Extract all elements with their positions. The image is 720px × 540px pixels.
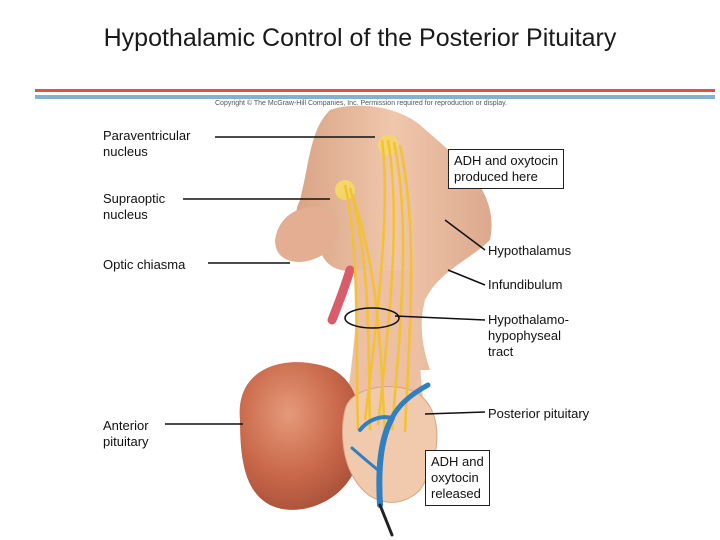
label-hypothalamus: Hypothalamus <box>488 243 572 258</box>
label-infundibulum: Infundibulum <box>488 277 563 292</box>
label-hypothalamo-hypophyseal-tract: Hypothalamo- hypophyseal tract <box>488 312 569 359</box>
slide-title: Hypothalamic Control of the Posterior Pituitary <box>103 24 617 52</box>
artery <box>332 270 350 320</box>
label-adh-released: ADH and oxytocin released <box>425 450 490 506</box>
label-optic-chiasma: Optic chiasma <box>103 257 186 272</box>
label-adh-produced: ADH and oxytocin produced here <box>448 149 564 189</box>
label-supraoptic-nucleus: Supraoptic nucleus <box>103 191 166 222</box>
label-posterior-pituitary: Posterior pituitary <box>488 406 590 421</box>
label-paraventricular-nucleus: Paraventricular nucleus <box>103 128 191 159</box>
copyright-notice: Copyright © The McGraw-Hill Companies, Inc. Permission required for reproduction or display. <box>215 100 508 107</box>
label-anterior-pituitary: Anterior pituitary <box>103 418 149 449</box>
